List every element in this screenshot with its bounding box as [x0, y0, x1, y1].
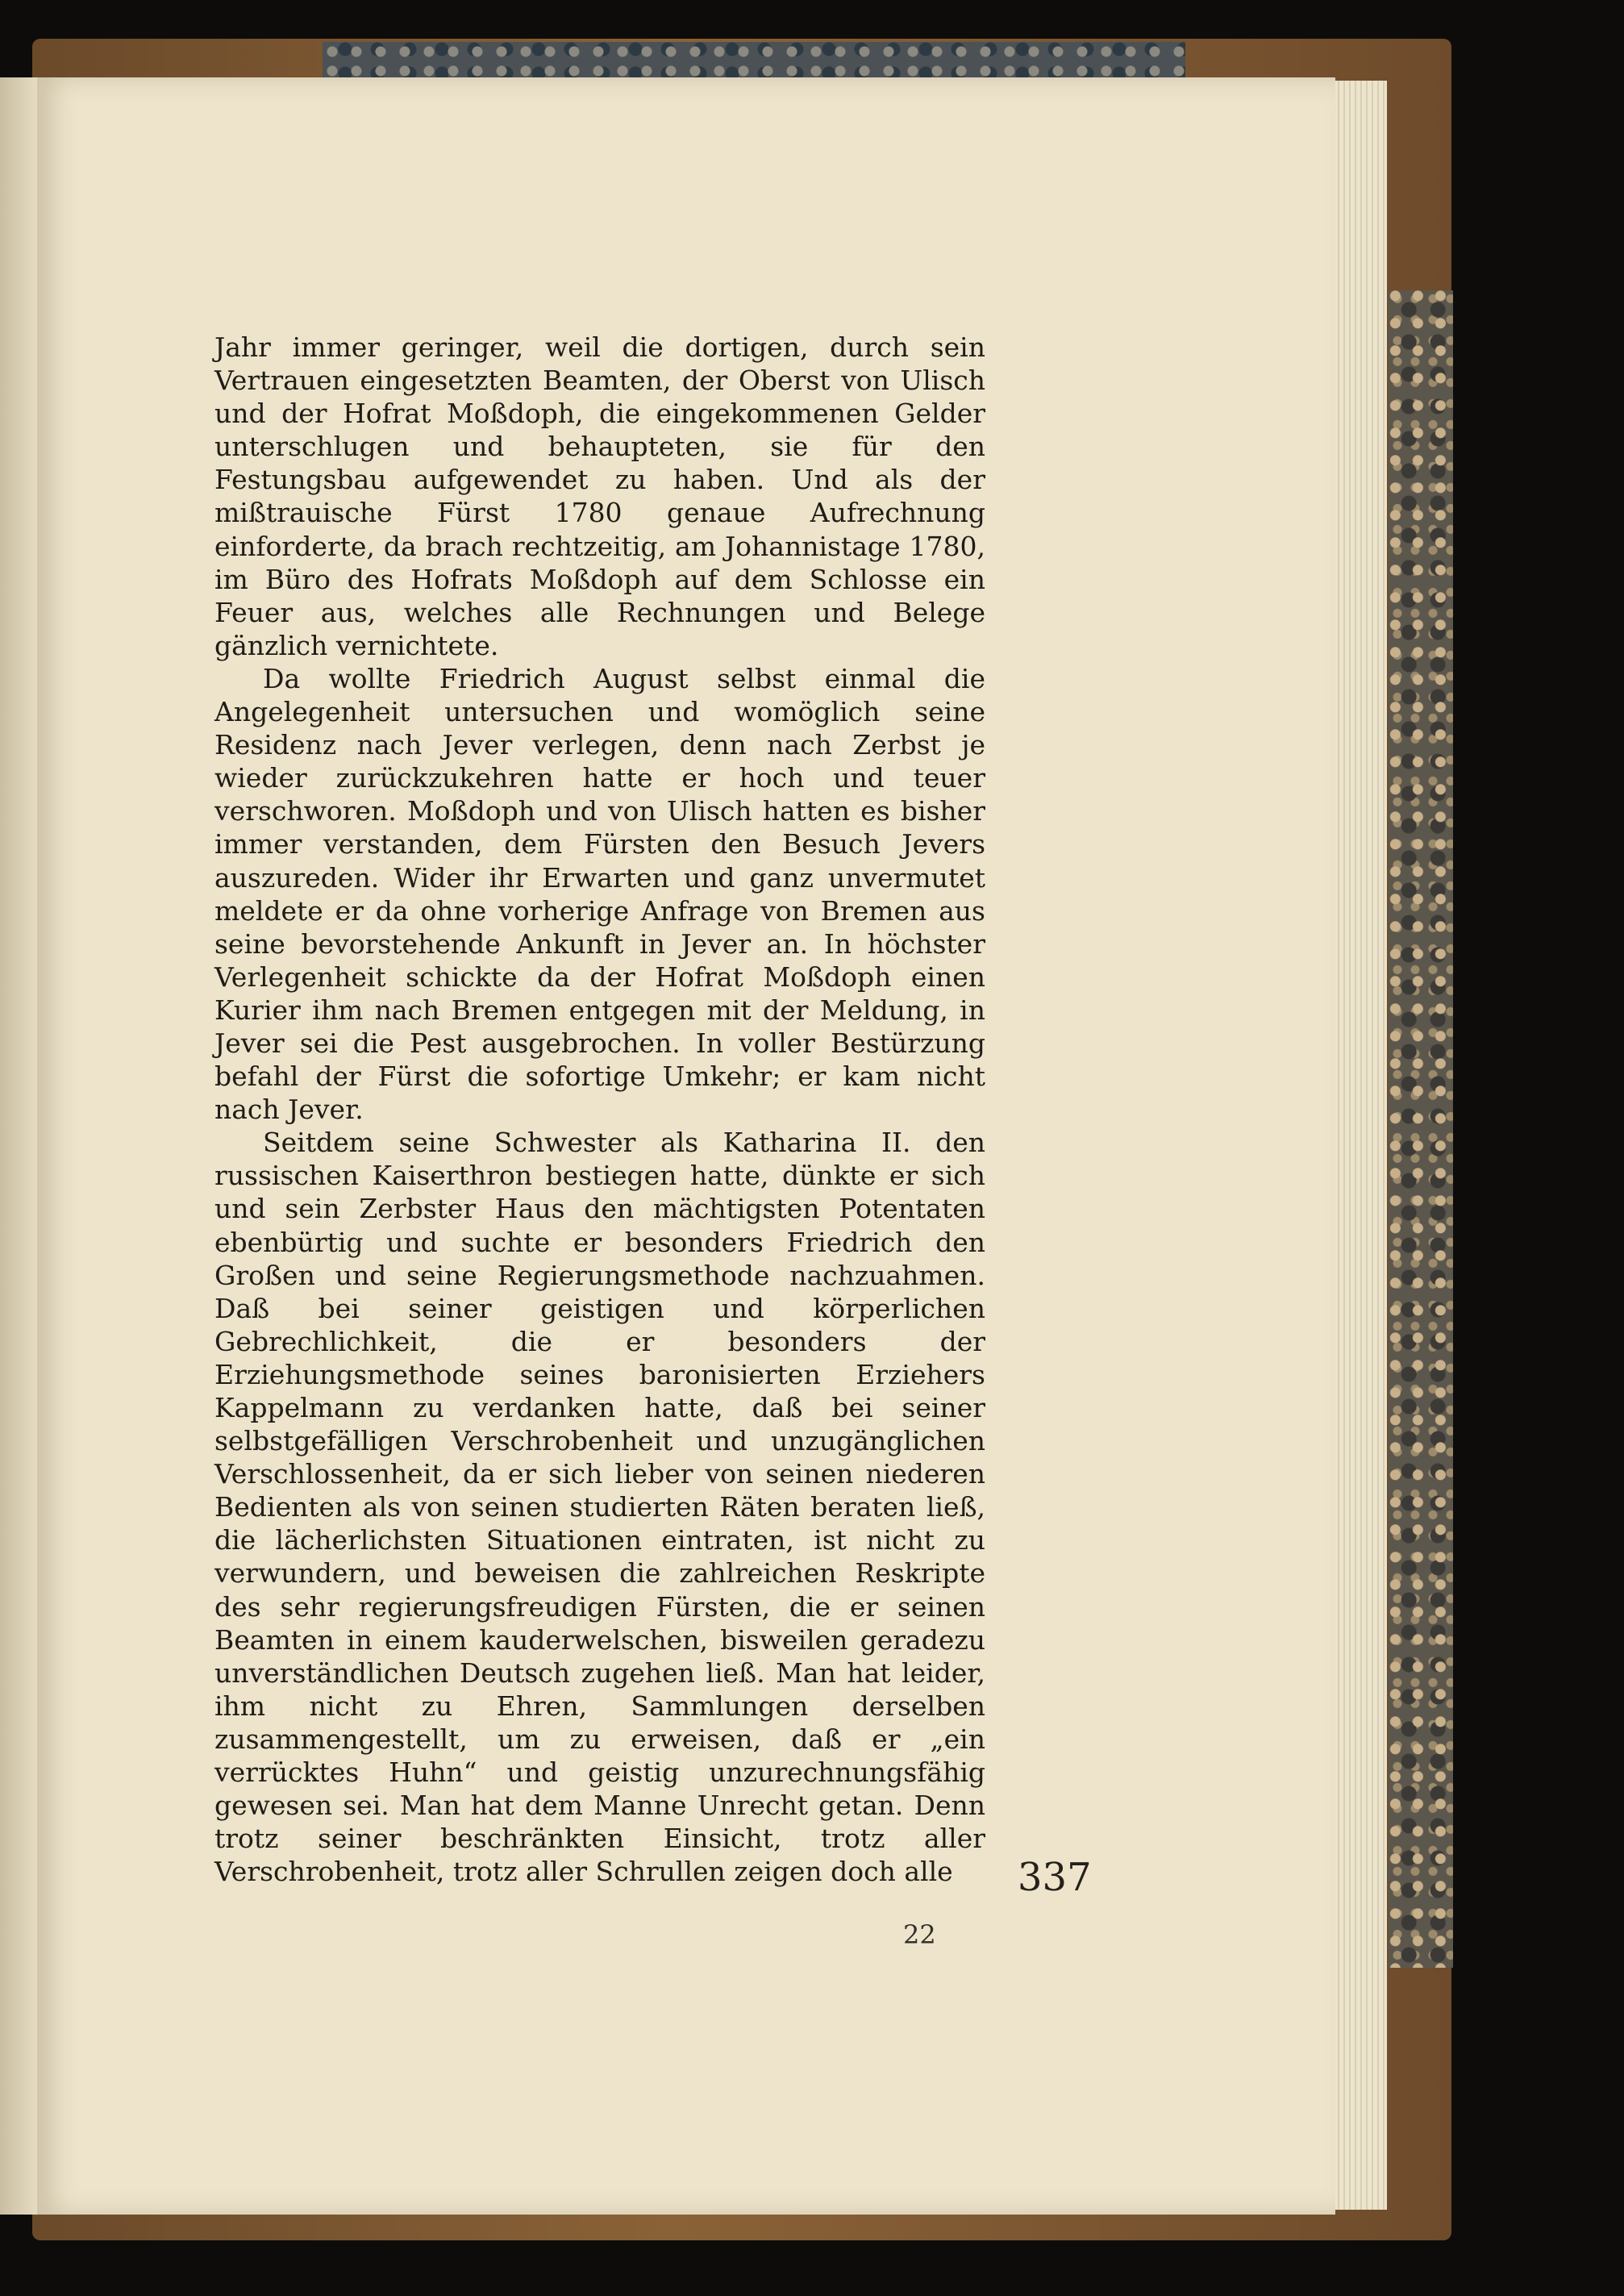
marbled-top-edge: [323, 42, 1185, 82]
paragraph-3: Seitdem seine Schwester als Katharina II. den russischen Kaiserthron bestiegen hatte, dünkte er sich und sein Zerbster Haus den mächtigsten Potentaten ebenbürtig und suchte er besonders Friedrich den Großen und seine Regierungsmethode nachzuahmen. Daß bei seiner geistigen und körperlichen Gebrechlichkeit, die er besonders der Erziehungsmethode seines baronisierten Erziehers Kappelmann zu verdanken hatte, daß bei seiner selbstgefälligen Verschrobenheit und unzugänglichen Verschlossenheit, da er sich lieber von seinen niederen Bedienten als von seinen studierten Räten beraten ließ, die lächerlichsten Situationen eintraten, ist nicht zu verwundern, und beweisen die zahlreichen Reskripte des sehr regierungsfreudigen Fürsten, die er seinen Beamten in einem kauderwelschen, bisweilen geradezu unverständlichen Deutsch zugehen ließ. Man hat leider, ihm nicht zu Ehren, Sammlungen derselben zusammengestellt, um zu erweisen, daß er „ein verrücktes Huhn“ und geistig unzurechnungsfähig gewesen sei. Man hat dem Manne Unrecht getan. Denn trotz seiner beschränkten Einsicht, trotz aller Verschrobenheit, trotz aller Schrullen zeigen doch alle: [214, 1127, 985, 1888]
body-text: [214, 331, 985, 1888]
signature-mark: 22: [903, 1919, 936, 1950]
page-number: 337: [1018, 1855, 1092, 1900]
paragraph-2: Da wollte Friedrich August selbst einmal die Angelegenheit untersuchen und womöglich seine Residenz nach Jever verlegen, denn nach Zerbst je wieder zurückzukehren hatte er hoch und teuer verschworen. Moßdoph und von Ulisch hatten es bisher immer verstanden, dem Fürsten den Besuch Jevers auszureden. Wider ihr Erwarten und ganz unvermutet meldete er da ohne vorherige Anfrage von Bremen aus seine bevorstehende Ankunft in Jever an. In höchster Verlegenheit schickte da der Hofrat Moßdoph einen Kurier ihm nach Bremen entgegen mit der Meldung, in Jever sei die Pest ausgebrochen. In voller Bestürzung befahl der Fürst die sofortige Umkehr; er kam nicht nach Jever.: [214, 662, 985, 1126]
marbled-fore-edge: [1389, 290, 1453, 1968]
paragraph-continuation: Jahr immer geringer, weil die dortigen, durch sein Vertrauen eingesetzten Beamten, der Oberst von Ulisch und der Hofrat Moßdoph, die eingekommenen Gelder unterschlugen und behaupteten, sie für den Festungsbau aufgewendet zu haben. Und als der mißtrauische Fürst 1780 genaue Aufrechnung einforderte, da brach rechtzeitig, am Johannistage 1780, im Büro des Hofrats Moßdoph auf dem Schlosse ein Feuer aus, welches alle Rechnungen und Belege gänzlich vernichtete.: [214, 331, 985, 661]
left-page-edge: [0, 77, 37, 2215]
